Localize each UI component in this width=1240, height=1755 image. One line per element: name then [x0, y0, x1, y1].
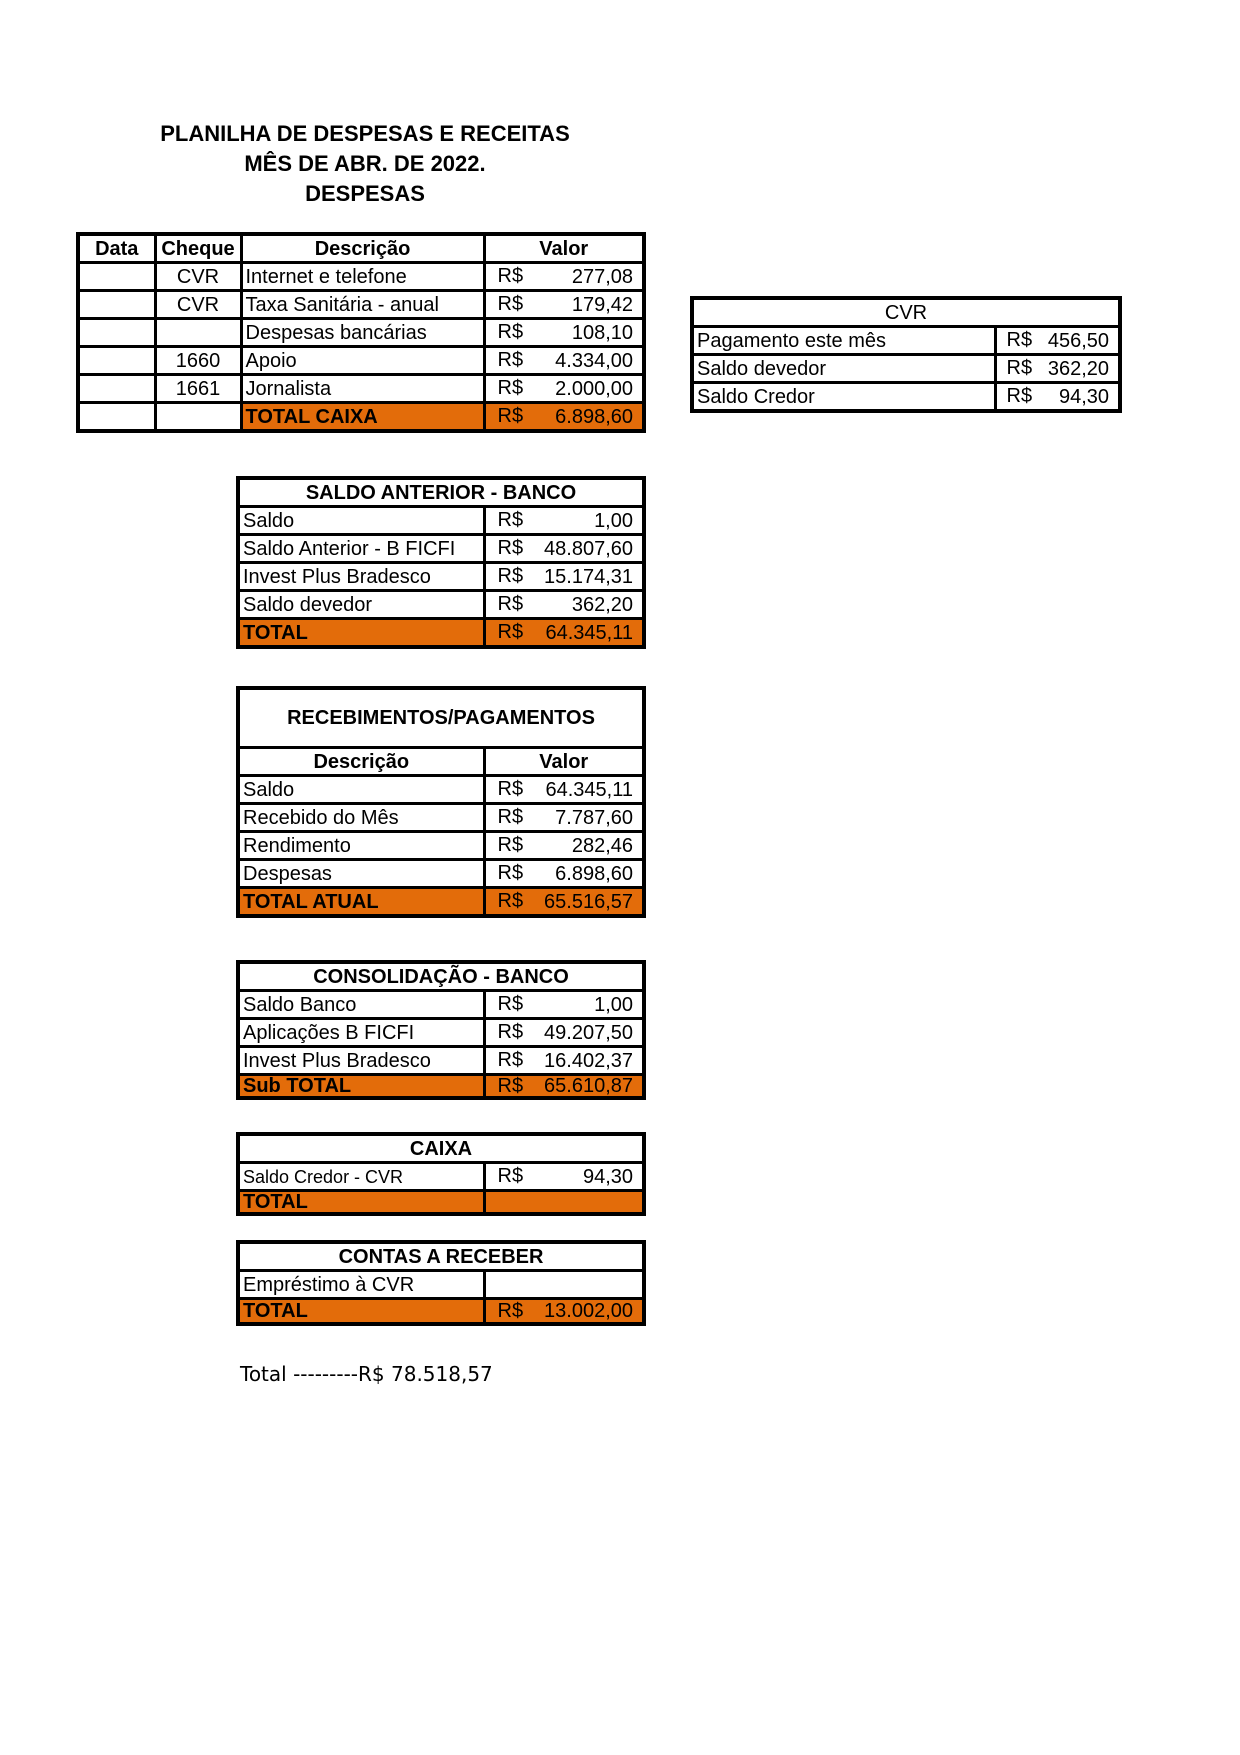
total-value — [484, 888, 644, 917]
currency-symbol: R$ — [497, 265, 524, 287]
cell-valor — [484, 832, 644, 860]
table-title: CAIXA — [238, 1134, 644, 1163]
currency-symbol: R$ — [497, 405, 524, 427]
amount: 1,00 — [594, 509, 633, 532]
cell-valor — [484, 860, 644, 888]
total-row — [78, 403, 644, 432]
table-row — [78, 263, 644, 291]
total-row — [238, 1191, 644, 1215]
currency-symbol: R$ — [497, 621, 524, 643]
table-row — [238, 563, 644, 591]
table-row — [692, 383, 1120, 412]
cell-cheque: CVR — [155, 263, 241, 291]
amount: 94,30 — [582, 1165, 634, 1188]
grand-total-text: Total ---------R$ 78.518,57 — [240, 1362, 493, 1386]
column-header-cheque: Cheque — [155, 234, 241, 263]
cell-valor — [484, 375, 644, 403]
total-value — [484, 1075, 644, 1099]
table-row — [238, 804, 644, 832]
currency-symbol: R$ — [497, 509, 524, 531]
cell-label: Invest Plus Bradesco — [238, 1047, 484, 1075]
cell-descricao: Despesas bancárias — [241, 319, 484, 347]
cell-label: Empréstimo à CVR — [238, 1271, 484, 1299]
blank-cell — [78, 403, 155, 432]
table-row — [78, 375, 644, 403]
column-header-data: Data — [78, 234, 155, 263]
amount: 2.000,00 — [555, 377, 633, 400]
total-label: TOTAL — [238, 1299, 484, 1325]
cell-label: Pagamento este mês — [692, 327, 995, 355]
column-header-valor: Valor — [484, 748, 644, 776]
currency-symbol: R$ — [1006, 385, 1033, 407]
table-row — [78, 347, 644, 375]
currency-symbol: R$ — [497, 565, 524, 587]
amount: 362,20 — [571, 593, 633, 616]
currency-symbol: R$ — [497, 1165, 524, 1187]
amount: 16.402,37 — [544, 1049, 634, 1072]
table-header-row — [238, 748, 644, 776]
table-title: CONTAS A RECEBER — [238, 1242, 644, 1271]
despesas-table — [76, 232, 646, 433]
table-title: RECEBIMENTOS/PAGAMENTOS — [238, 688, 644, 748]
cell-label: Saldo Credor — [692, 383, 995, 412]
table-row — [238, 776, 644, 804]
amount: 456,50 — [1047, 329, 1110, 352]
cell-valor — [484, 1019, 644, 1047]
cell-valor — [484, 776, 644, 804]
cell-valor — [484, 1163, 644, 1191]
table-row — [238, 832, 644, 860]
amount: 179,42 — [571, 293, 633, 316]
cell-valor — [484, 263, 644, 291]
table-row — [238, 1047, 644, 1075]
cell-valor — [484, 319, 644, 347]
currency-symbol: R$ — [497, 349, 524, 371]
total-label: TOTAL — [238, 619, 484, 648]
total-label: Sub TOTAL — [238, 1075, 484, 1099]
amount: 15.174,31 — [544, 565, 633, 588]
page-title: PLANILHA DE DESPESAS E RECEITAS — [160, 121, 570, 146]
cell-label: Rendimento — [238, 832, 484, 860]
cell-label: Aplicações B FICFI — [238, 1019, 484, 1047]
cell-descricao: Apoio — [241, 347, 484, 375]
cell-label: Recebido do Mês — [238, 804, 484, 832]
cell-valor — [484, 1271, 644, 1299]
cell-label: Saldo — [238, 776, 484, 804]
currency-symbol: R$ — [497, 993, 524, 1015]
cell-valor — [995, 355, 1120, 383]
cell-data — [78, 291, 155, 319]
currency-symbol: R$ — [1006, 357, 1033, 379]
currency-symbol: R$ — [497, 890, 524, 912]
currency-symbol: R$ — [497, 778, 524, 800]
contas-receber-table — [236, 1240, 646, 1326]
amount: 1,00 — [594, 993, 634, 1016]
table-row — [692, 327, 1120, 355]
saldo-anterior-table — [236, 476, 646, 649]
currency-symbol: R$ — [1006, 329, 1033, 351]
currency-symbol: R$ — [497, 1075, 524, 1097]
table-title: SALDO ANTERIOR - BANCO — [238, 478, 644, 507]
amount: 48.807,60 — [544, 537, 633, 560]
cell-valor — [484, 591, 644, 619]
table-row — [238, 1019, 644, 1047]
amount: 277,08 — [571, 265, 633, 288]
column-header-descricao: Descrição — [238, 748, 484, 776]
cell-valor — [484, 535, 644, 563]
cell-cheque: CVR — [155, 291, 241, 319]
currency-symbol: R$ — [497, 834, 524, 856]
blank-cell — [155, 403, 241, 432]
cvr-title: CVR — [692, 298, 1120, 327]
amount: 7.787,60 — [555, 806, 633, 829]
total-row — [238, 1075, 644, 1099]
amount: 6.898,60 — [555, 862, 633, 885]
total-value — [484, 403, 644, 432]
amount: 65.516,57 — [544, 890, 633, 913]
total-row — [238, 619, 644, 648]
column-header-descricao: Descrição — [241, 234, 484, 263]
amount: 6.898,60 — [555, 405, 633, 428]
cell-label: Saldo Banco — [238, 991, 484, 1019]
cell-valor — [995, 383, 1120, 412]
consolidacao-table — [236, 960, 646, 1100]
cell-descricao: Taxa Sanitária - anual — [241, 291, 484, 319]
cell-valor — [484, 507, 644, 535]
total-label: TOTAL ATUAL — [238, 888, 484, 917]
amount: 282,46 — [571, 834, 633, 857]
total-label: TOTAL CAIXA — [241, 403, 484, 432]
amount: 108,10 — [571, 321, 633, 344]
amount: 64.345,11 — [545, 778, 633, 801]
total-row — [238, 1299, 644, 1325]
total-row — [238, 888, 644, 917]
cell-valor — [484, 991, 644, 1019]
cell-data — [78, 263, 155, 291]
currency-symbol: R$ — [497, 293, 524, 315]
table-row — [78, 319, 644, 347]
table-row — [238, 1271, 644, 1299]
cell-valor — [484, 1047, 644, 1075]
cell-label: Saldo — [238, 507, 484, 535]
table-row — [238, 991, 644, 1019]
table-row — [78, 291, 644, 319]
cell-cheque: 1661 — [155, 375, 241, 403]
currency-symbol: R$ — [497, 321, 524, 343]
cell-label: Despesas — [238, 860, 484, 888]
currency-symbol: R$ — [497, 593, 524, 615]
total-value — [484, 1191, 644, 1215]
cell-label: Saldo devedor — [238, 591, 484, 619]
table-header-row — [78, 234, 644, 263]
cell-valor — [995, 327, 1120, 355]
cell-data — [78, 319, 155, 347]
cell-valor — [484, 563, 644, 591]
caixa-table — [236, 1132, 646, 1216]
amount: 362,20 — [1047, 357, 1110, 380]
total-value — [484, 1299, 644, 1325]
cell-valor — [484, 804, 644, 832]
currency-symbol: R$ — [497, 1049, 524, 1071]
cvr-table — [690, 296, 1122, 413]
cell-label: Saldo Anterior - B FICFI — [238, 535, 484, 563]
section-title-despesas: DESPESAS — [305, 181, 425, 206]
currency-symbol: R$ — [497, 1021, 524, 1043]
amount: 65.610,87 — [544, 1075, 634, 1097]
cell-descricao: Internet e telefone — [241, 263, 484, 291]
amount: 49.207,50 — [544, 1021, 634, 1044]
table-row — [692, 355, 1120, 383]
amount: 13.002,00 — [544, 1300, 634, 1322]
currency-symbol: R$ — [497, 537, 524, 559]
currency-symbol: R$ — [497, 1300, 524, 1322]
cell-data — [78, 375, 155, 403]
cell-descricao: Jornalista — [241, 375, 484, 403]
cell-valor — [484, 291, 644, 319]
currency-symbol: R$ — [497, 377, 524, 399]
table-row — [238, 860, 644, 888]
amount: 94,30 — [1058, 385, 1110, 408]
cell-label: Saldo devedor — [692, 355, 995, 383]
table-row — [238, 535, 644, 563]
cell-valor — [484, 347, 644, 375]
currency-symbol: R$ — [497, 806, 524, 828]
total-label: TOTAL — [238, 1191, 484, 1215]
table-row — [238, 1163, 644, 1191]
column-header-valor: Valor — [484, 234, 644, 263]
amount: 64.345,11 — [545, 621, 633, 644]
cell-cheque — [155, 319, 241, 347]
cell-label: Saldo Credor - CVR — [238, 1163, 484, 1191]
table-row — [238, 591, 644, 619]
table-row — [238, 507, 644, 535]
currency-symbol: R$ — [497, 862, 524, 884]
recebimentos-table — [236, 686, 646, 918]
cell-label: Invest Plus Bradesco — [238, 563, 484, 591]
total-value — [484, 619, 644, 648]
page-subtitle: MÊS DE ABR. DE 2022. — [244, 151, 486, 176]
amount: 4.334,00 — [555, 349, 633, 372]
cell-data — [78, 347, 155, 375]
table-title: CONSOLIDAÇÃO - BANCO — [238, 962, 644, 991]
cell-cheque: 1660 — [155, 347, 241, 375]
